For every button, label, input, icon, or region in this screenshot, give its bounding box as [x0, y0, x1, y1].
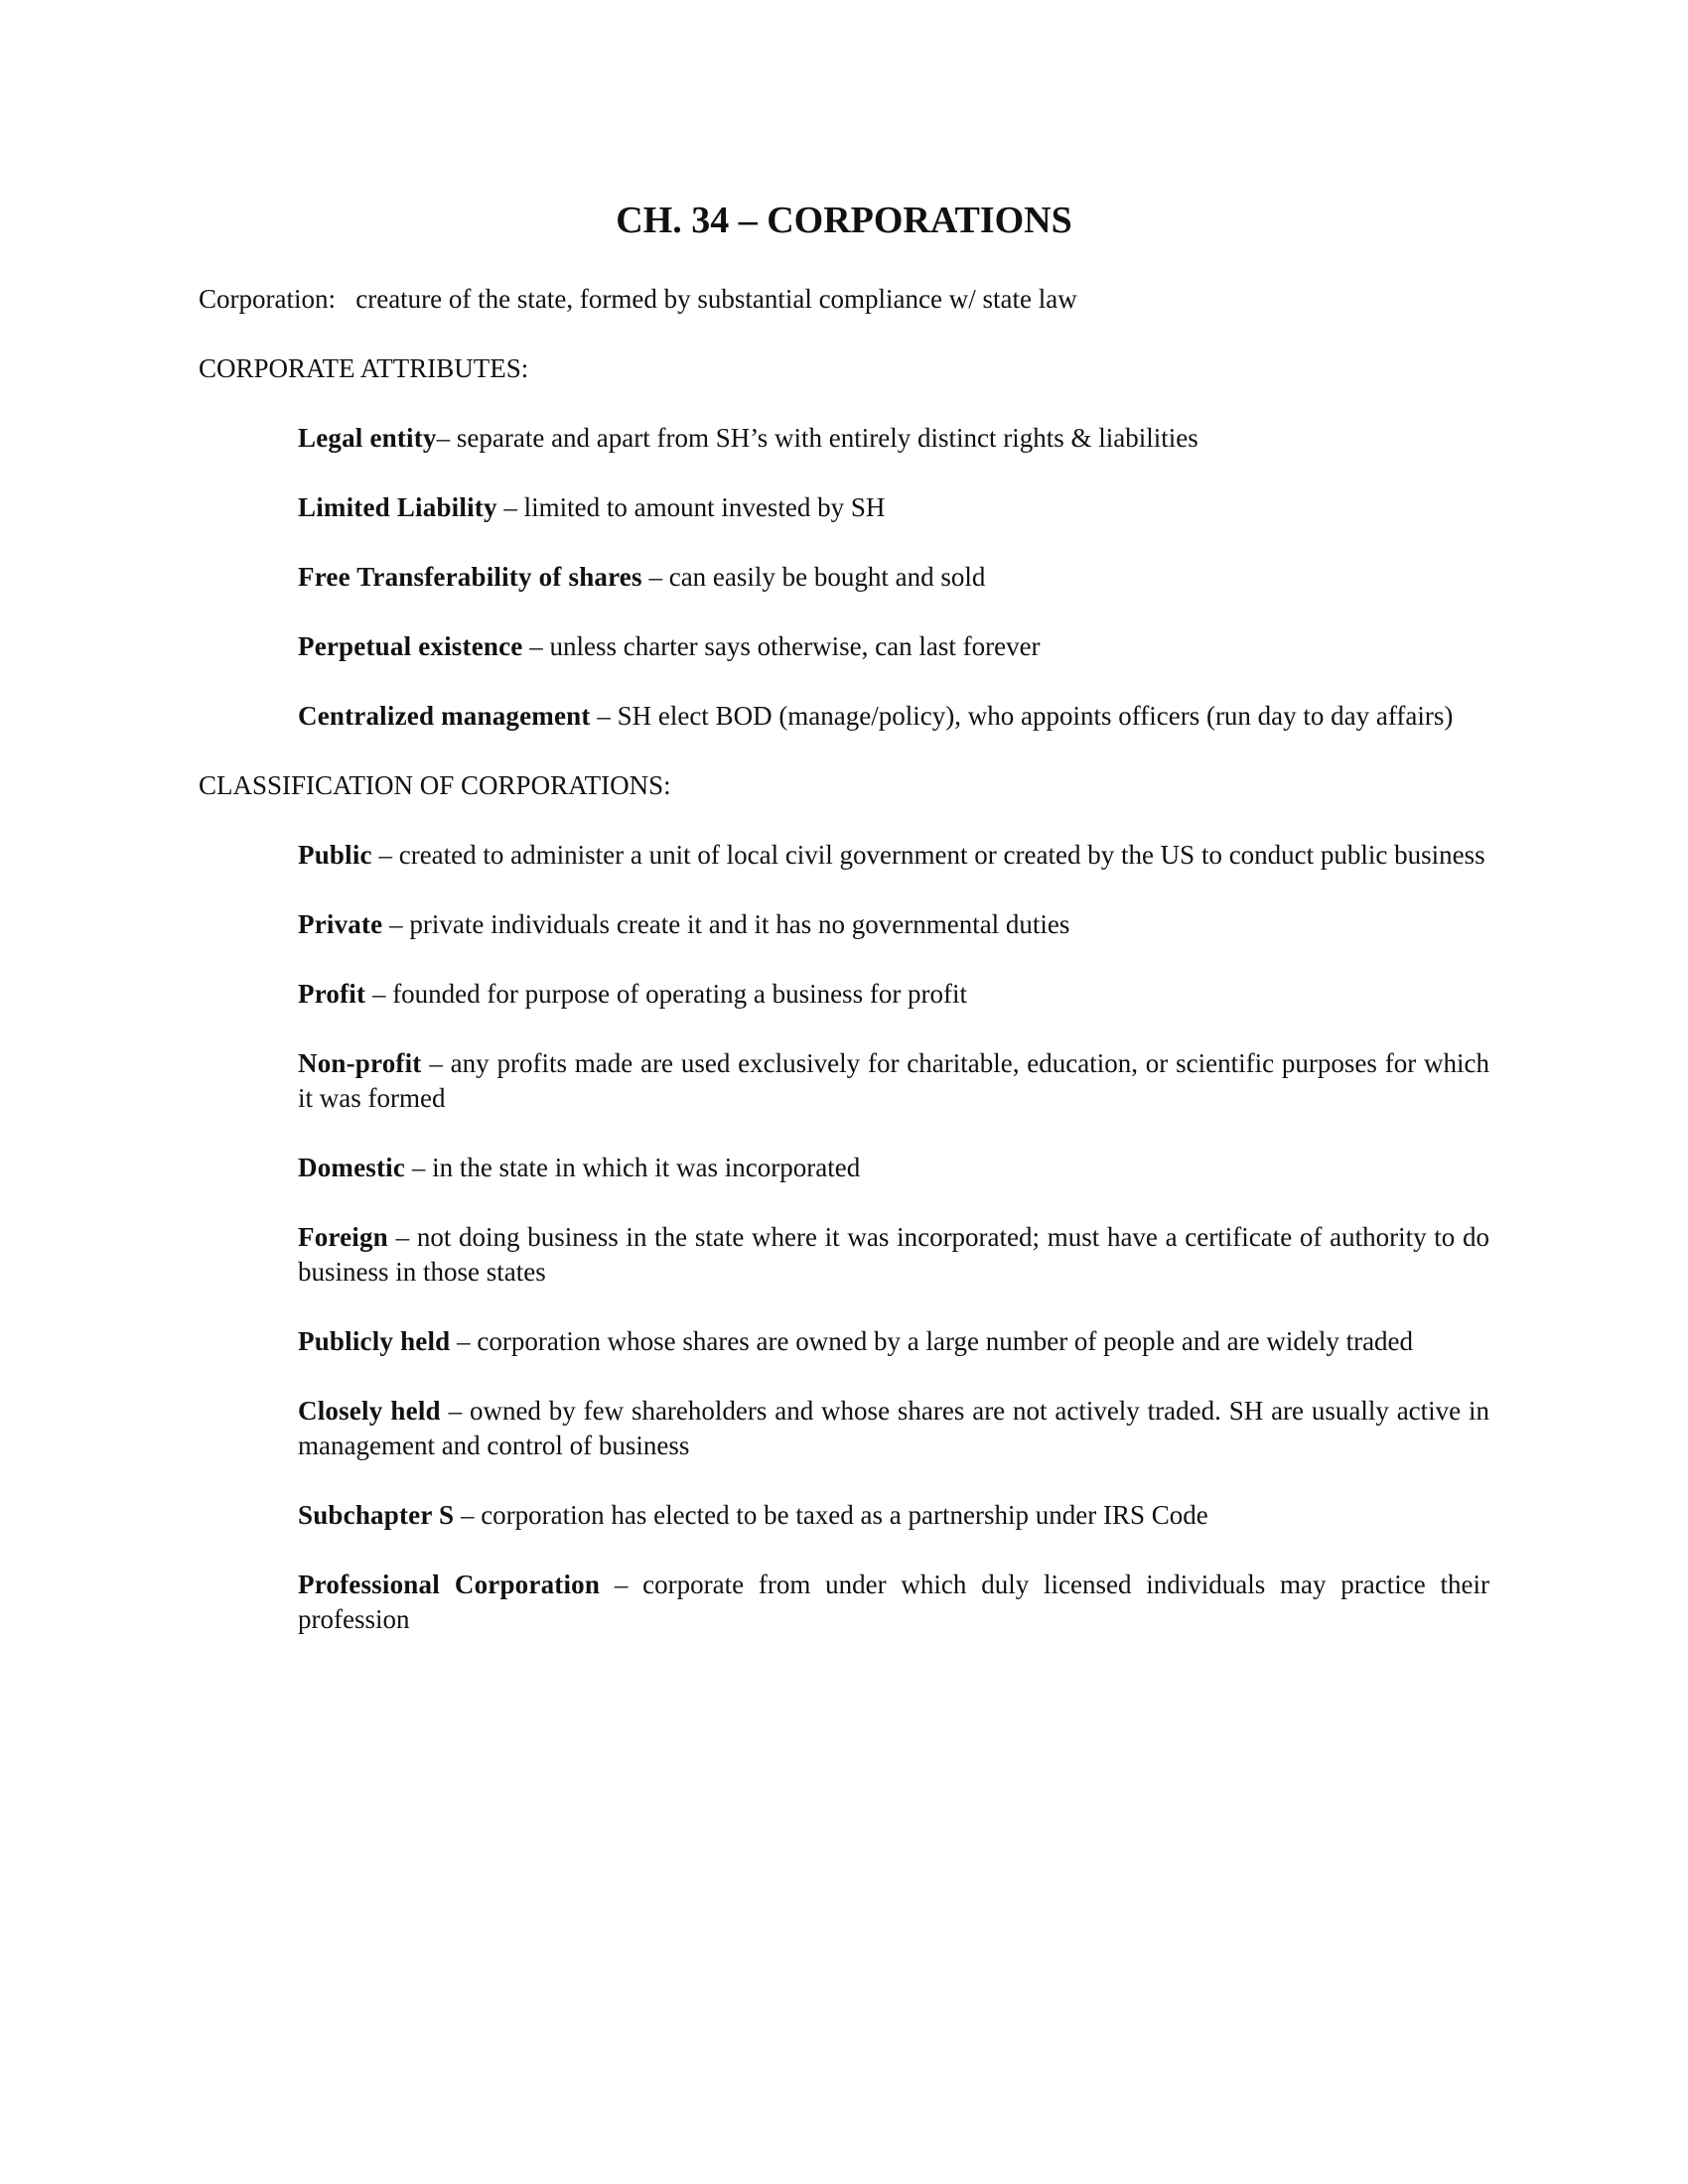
- separator: –: [641, 562, 669, 592]
- classification-foreign: [298, 1220, 1489, 1290]
- term: Foreign: [298, 1222, 388, 1252]
- classification-subchapter-s: [298, 1498, 1489, 1533]
- definition: any profits made are used exclusively for charitable, education, or scientific purposes for which it was formed: [298, 1048, 1490, 1113]
- separator: –: [522, 631, 550, 661]
- separator: –: [371, 840, 399, 870]
- term: Public: [298, 840, 372, 870]
- classification-professional-corporation: [298, 1568, 1489, 1637]
- attribute-perpetual-existence: [298, 629, 1489, 664]
- definition: not doing business in the state where it was incorporated; must have a certificate of authority to do business in those states: [298, 1222, 1489, 1287]
- definition: SH elect BOD (manage/policy), who appoints officers (run day to day affairs): [617, 701, 1454, 731]
- separator: –: [421, 1048, 451, 1078]
- definition: in the state in which it was incorporated: [432, 1153, 861, 1182]
- definition: limited to amount invested by SH: [523, 492, 886, 522]
- separator: –: [387, 1222, 417, 1252]
- attribute-legal-entity: [298, 421, 1489, 456]
- classification-closely-held: [298, 1394, 1489, 1463]
- page-title: CH. 34 – CORPORATIONS: [616, 200, 1072, 241]
- term: Non-profit: [298, 1048, 422, 1078]
- definition: can easily be bought and sold: [668, 562, 986, 592]
- section-heading: CORPORATE ATTRIBUTES:: [199, 353, 529, 383]
- definition: unless charter says otherwise, can last forever: [549, 631, 1041, 661]
- separator: –: [405, 1153, 433, 1182]
- corporation-definition: [199, 282, 1489, 317]
- separator: –: [440, 1396, 470, 1426]
- definition: corporate from under which duly licensed individuals may practice their profession: [298, 1570, 1489, 1634]
- term: Centralized management: [298, 701, 591, 731]
- separator: –: [450, 1326, 478, 1356]
- section-classification: [199, 768, 1489, 1637]
- definition: corporation has elected to be taxed as a partnership under IRS Code: [481, 1500, 1208, 1530]
- term: Limited Liability: [298, 492, 497, 522]
- attribute-limited-liability: [298, 490, 1489, 525]
- separator: –: [590, 701, 618, 731]
- term: Free Transferability of shares: [298, 562, 642, 592]
- section-corporate-attributes: [199, 351, 1489, 734]
- separator: –: [382, 909, 410, 939]
- term: Legal entity: [298, 423, 437, 453]
- definition: owned by few shareholders and whose shares are not actively traded. SH are usually active in management and control of business: [298, 1396, 1490, 1460]
- section-heading: CLASSIFICATION OF CORPORATIONS:: [199, 770, 671, 800]
- definition: corporation whose shares are owned by a large number of people and are widely traded: [477, 1326, 1414, 1356]
- classification-public: [298, 838, 1489, 873]
- classification-private: [298, 907, 1489, 942]
- separator: –: [365, 979, 393, 1009]
- classification-publicly-held: [298, 1324, 1489, 1359]
- definition: separate and apart from SH’s with entirely distinct rights & liabilities: [456, 423, 1198, 453]
- separator: –: [600, 1570, 643, 1599]
- term: Private: [298, 909, 383, 939]
- term: Closely held: [298, 1396, 441, 1426]
- definition: founded for purpose of operating a business for profit: [392, 979, 968, 1009]
- definition: created to administer a unit of local civil government or created by the US to conduct public business: [398, 840, 1485, 870]
- classification-profit: [298, 977, 1489, 1012]
- separator: –: [496, 492, 524, 522]
- intro-label: Corporation:: [199, 284, 336, 314]
- attribute-centralized-management: [298, 699, 1489, 734]
- classification-domestic: [298, 1151, 1489, 1185]
- term: Domestic: [298, 1153, 406, 1182]
- term: Publicly held: [298, 1326, 451, 1356]
- separator: –: [454, 1500, 482, 1530]
- term: Professional Corporation: [298, 1570, 601, 1599]
- definition: private individuals create it and it has no governmental duties: [409, 909, 1070, 939]
- classification-non-profit: [298, 1046, 1489, 1116]
- term: Subchapter S: [298, 1500, 455, 1530]
- separator: –: [436, 423, 457, 453]
- term: Perpetual existence: [298, 631, 523, 661]
- attribute-free-transferability: [298, 560, 1489, 595]
- term: Profit: [298, 979, 366, 1009]
- document-body: [199, 282, 1489, 1672]
- intro-text: creature of the state, formed by substantial compliance w/ state law: [355, 284, 1077, 314]
